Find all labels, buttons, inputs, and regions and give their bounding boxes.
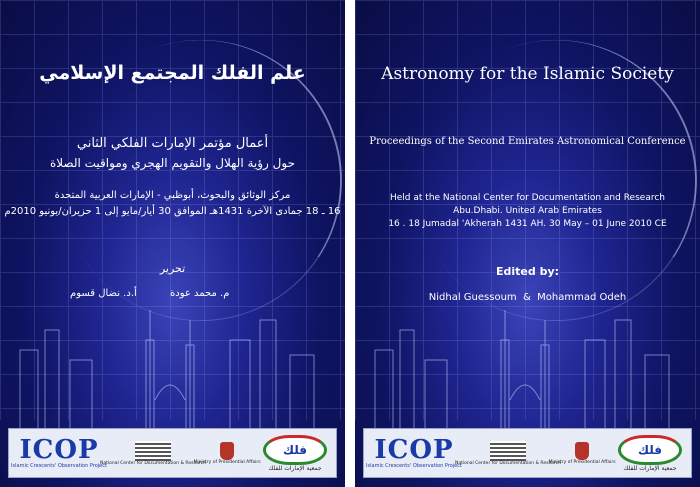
emblem-icon — [575, 442, 589, 460]
held-line-2: Abu.Dhabi. United Arab Emirates — [453, 206, 602, 216]
english-edited-label: Edited by: — [495, 265, 560, 278]
icop-wordmark: ICOP — [374, 435, 454, 465]
city-skyline — [355, 300, 700, 430]
mpa-logo — [548, 432, 616, 474]
arabic-dates: 16 ـ 18 جمادى الآخرة 1431هـ الموافق 30 أيار/مايو إلى 1 حزيران/يونيو 2010م — [4, 206, 341, 217]
eas-caption: جمعية الإمارات للفلك — [623, 464, 677, 472]
arabic-cover — [0, 0, 345, 487]
city-skyline — [0, 300, 345, 430]
english-cover — [355, 0, 700, 487]
ncdr-caption: National Center for Documentation & Research — [99, 460, 207, 466]
icop-logo — [13, 432, 105, 474]
emblem-icon — [220, 442, 234, 460]
icop-caption: Islamic Crescents' Observation Project — [366, 463, 462, 469]
english-held-info — [355, 192, 700, 231]
held-line-3: 16 . 18 Jumadal 'Akherah 1431 AH. 30 May – 01 June 2010 CE — [388, 219, 667, 229]
arabic-subtitle-2: حول رؤية الهلال والتقويم الهجري ومواقيت الصلاة — [49, 156, 295, 170]
ncdr-logo — [454, 432, 562, 474]
mpa-caption: Ministry of Presidential Affairs — [193, 459, 261, 465]
ncdr-logo — [99, 432, 207, 474]
arabic-location: مركز الوثائق والبحوث، أبوظبي - الإمارات العربية المتحدة — [54, 190, 291, 201]
ncdr-building-icon — [490, 441, 526, 461]
held-line-1: Held at the National Center for Documentation and Research — [390, 193, 665, 203]
logo-strip — [363, 428, 692, 478]
english-title: Astronomy for the Islamic Society — [381, 64, 674, 84]
ncdr-caption: National Center for Documentation & Research — [454, 460, 562, 466]
arabic-edited-label: تحرير — [159, 262, 186, 275]
arabic-editor-2: أ.د. نضال قسوم — [70, 288, 137, 299]
icop-caption: Islamic Crescents' Observation Project — [11, 463, 107, 469]
english-subtitle: Proceedings of the Second Emirates Astronomical Conference — [369, 136, 686, 147]
english-editors: Nidhal Guessoum & Mohammad Odeh — [428, 292, 627, 303]
mpa-logo — [193, 432, 261, 474]
logo-strip — [8, 428, 337, 478]
arabic-subtitle-1: أعمال مؤتمر الإمارات الفلكي الثاني — [76, 136, 269, 151]
eas-mark: فلك — [618, 435, 682, 465]
arabic-editor-1: م. محمد عودة — [170, 288, 230, 299]
arabic-title: علم الفلك المجتمع الإسلامي — [39, 62, 306, 84]
mpa-caption: Ministry of Presidential Affairs — [548, 459, 616, 465]
eas-mark: فلك — [263, 435, 327, 465]
icop-wordmark: ICOP — [19, 435, 99, 465]
ncdr-building-icon — [135, 441, 171, 461]
eas-caption: جمعية الإمارات للفلك — [268, 464, 322, 472]
eas-logo — [613, 432, 687, 474]
icop-logo — [368, 432, 460, 474]
eas-logo — [258, 432, 332, 474]
